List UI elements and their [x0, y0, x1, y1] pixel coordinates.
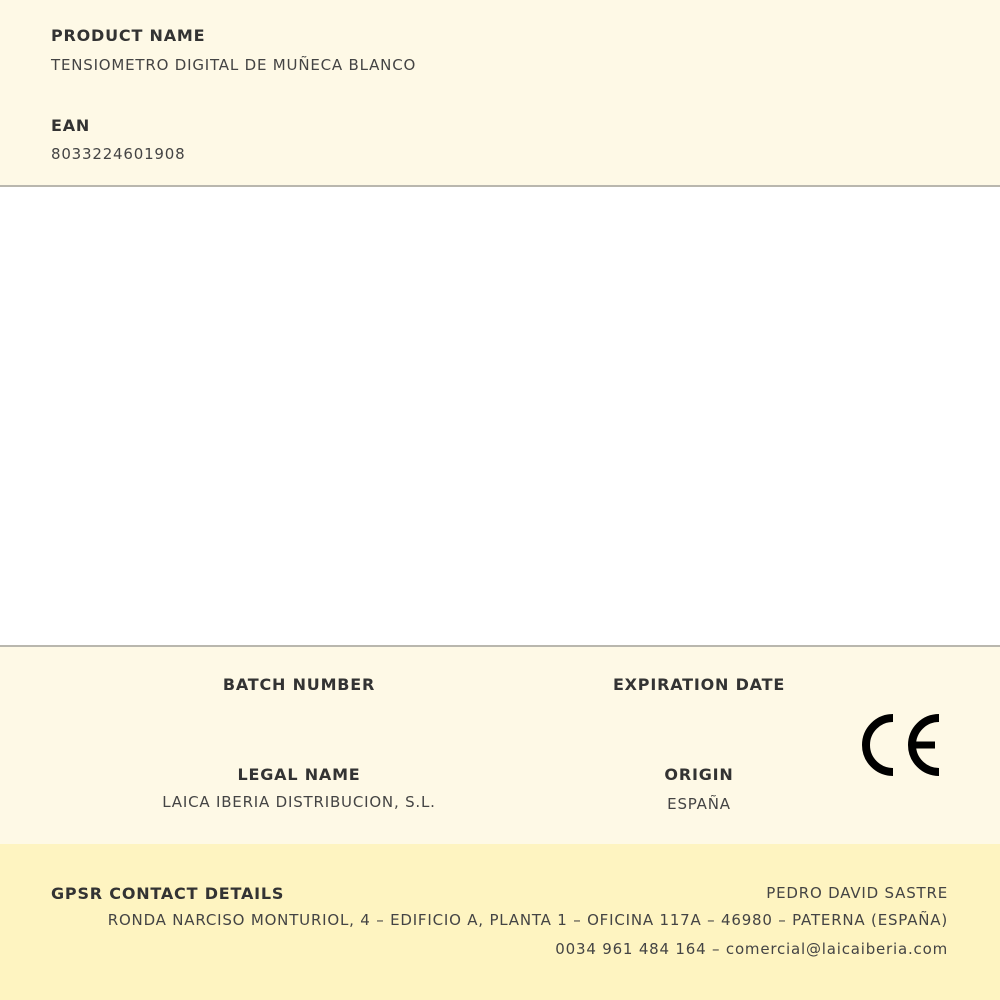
expiration-date-label: EXPIRATION DATE: [612, 675, 786, 694]
batch-number-label: BATCH NUMBER: [222, 675, 376, 694]
contact-person: PEDRO DAVID SASTRE: [766, 884, 948, 902]
ce-mark-icon: [858, 712, 944, 778]
legal-name-value: LAICA IBERIA DISTRIBUCION, S.L.: [162, 793, 436, 811]
contact-address: RONDA NARCISO MONTURIOL, 4 – EDIFICIO A, PLANTA 1 – OFICINA 117A – 46980 – PATERNA (ESPAÑA): [107, 911, 948, 929]
origin-label: ORIGIN: [664, 765, 734, 784]
legal-name-label: LEGAL NAME: [237, 765, 361, 784]
product-header-section: [0, 0, 1000, 187]
gpsr-contact-section: [0, 844, 1000, 1000]
contact-phone-email: 0034 961 484 164 – comercial@laicaiberia.com: [555, 940, 948, 958]
product-info-section: [0, 645, 1000, 846]
ean-label: EAN: [51, 116, 91, 135]
product-name-label: PRODUCT NAME: [51, 26, 206, 45]
ean-value: 8033224601908: [51, 145, 186, 163]
blank-content-area: [0, 187, 1000, 645]
product-name-value: TENSIOMETRO DIGITAL DE MUÑECA BLANCO: [51, 56, 417, 74]
gpsr-contact-label: GPSR CONTACT DETAILS: [51, 884, 285, 903]
origin-value: ESPAÑA: [667, 795, 731, 813]
